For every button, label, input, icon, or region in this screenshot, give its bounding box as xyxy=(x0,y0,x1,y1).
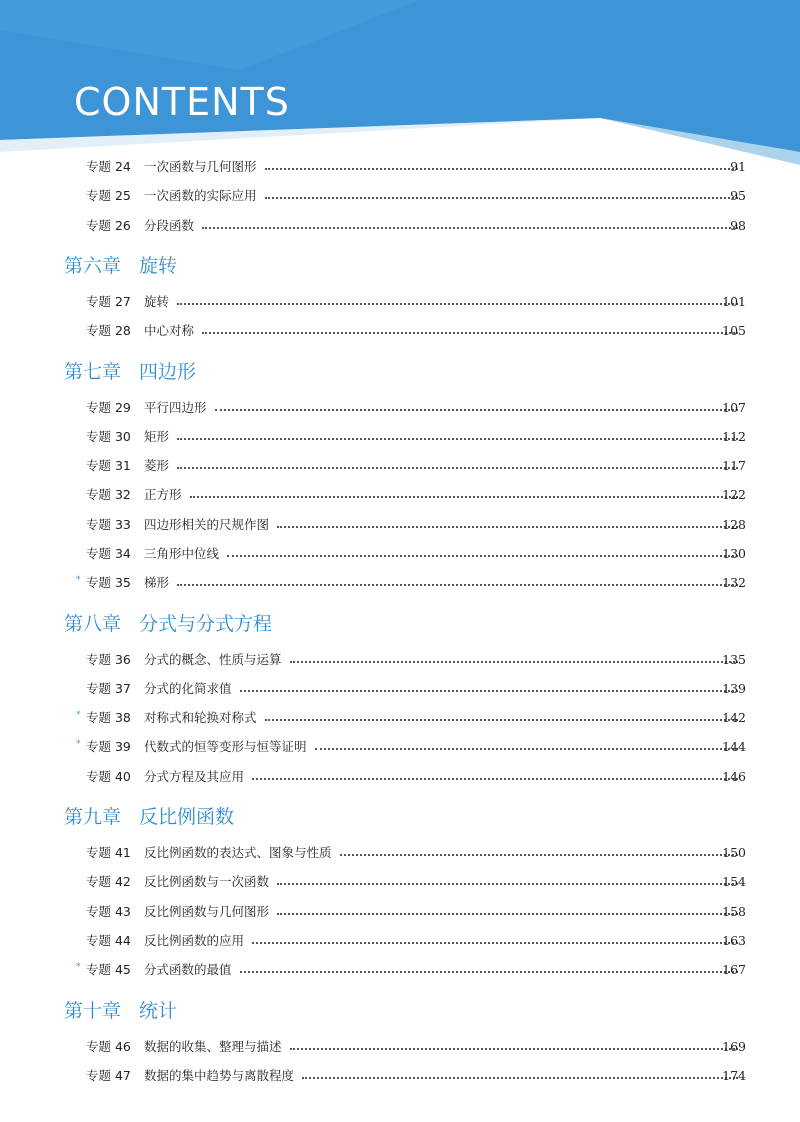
topic-title-line xyxy=(144,708,744,728)
page-number: 98 xyxy=(730,218,746,233)
toc-entry[interactable] xyxy=(0,960,800,980)
topic-number: 专题 39 xyxy=(86,739,131,754)
topic-title-line xyxy=(144,650,744,670)
topic-title-line xyxy=(144,216,744,236)
toc-entry[interactable] xyxy=(0,485,800,505)
topic-title: 反比例函数的应用 xyxy=(144,933,245,948)
topic-title: 反比例函数的表达式、图象与性质 xyxy=(144,845,332,860)
page-number: 150 xyxy=(722,845,746,860)
topic-number: 专题 34 xyxy=(86,546,131,561)
topic-title-line xyxy=(144,456,744,476)
topic-title: 分式的化简求值 xyxy=(144,681,232,696)
topic-title: 反比例函数与一次函数 xyxy=(144,874,270,889)
topic-title-line xyxy=(144,1066,744,1086)
toc-entry[interactable] xyxy=(0,515,800,535)
page-number: 112 xyxy=(722,429,746,444)
dot-leader xyxy=(290,661,738,663)
dot-leader xyxy=(265,197,738,199)
chapter-heading xyxy=(64,998,177,1024)
topic-number: 专题 37 xyxy=(86,681,131,696)
toc-entry[interactable] xyxy=(0,737,800,757)
dot-leader xyxy=(277,883,738,885)
star-marker-icon: * xyxy=(76,739,81,749)
topic-title-line xyxy=(144,398,744,418)
topic-number: 专题 38 xyxy=(86,710,131,725)
topic-title-line xyxy=(144,931,744,951)
page-number: 128 xyxy=(722,517,746,532)
page-number: 91 xyxy=(730,159,746,174)
toc-entry[interactable] xyxy=(0,157,800,177)
topic-number: 专题 47 xyxy=(86,1068,131,1083)
topic-title: 矩形 xyxy=(144,429,170,444)
topic-title: 平行四边形 xyxy=(144,400,207,415)
topic-title: 分段函数 xyxy=(144,218,195,233)
topic-title-line xyxy=(144,902,744,922)
chapter-label: 第十章 xyxy=(64,999,122,1022)
page-number: 132 xyxy=(722,575,746,590)
page-number: 158 xyxy=(722,904,746,919)
dot-leader xyxy=(252,778,738,780)
chapter-heading xyxy=(64,253,177,279)
topic-title: 分式的概念、性质与运算 xyxy=(144,652,282,667)
page-title: CONTENTS xyxy=(74,80,290,124)
page-number: 163 xyxy=(722,933,746,948)
chapter-label: 第六章 xyxy=(64,254,122,277)
toc-entry[interactable] xyxy=(0,427,800,447)
page-number: 122 xyxy=(722,487,746,502)
topic-title-line xyxy=(144,872,744,892)
topic-number: 专题 29 xyxy=(86,400,131,415)
topic-title: 数据的集中趋势与离散程度 xyxy=(144,1068,295,1083)
star-marker-icon: * xyxy=(76,575,81,585)
chapter-heading xyxy=(64,804,234,830)
topic-title-line xyxy=(144,544,744,564)
dot-leader xyxy=(265,168,738,170)
topic-title-line xyxy=(144,321,744,341)
toc-entry[interactable] xyxy=(0,902,800,922)
topic-title-line xyxy=(144,515,744,535)
page-number: 139 xyxy=(722,681,746,696)
page-number: 169 xyxy=(722,1039,746,1054)
dot-leader xyxy=(252,942,738,944)
topic-number: 专题 36 xyxy=(86,652,131,667)
topic-title: 反比例函数与几何图形 xyxy=(144,904,270,919)
toc-entry[interactable] xyxy=(0,650,800,670)
topic-title: 代数式的恒等变形与恒等证明 xyxy=(144,739,307,754)
topic-title-line xyxy=(144,485,744,505)
dot-leader xyxy=(315,748,738,750)
chapter-title: 旋转 xyxy=(139,254,178,277)
dot-leader xyxy=(277,913,738,915)
topic-number: 专题 30 xyxy=(86,429,131,444)
chapter-title: 反比例函数 xyxy=(139,806,235,829)
dot-leader xyxy=(202,227,738,229)
dot-leader xyxy=(265,719,738,721)
topic-title-line xyxy=(144,157,744,177)
toc-entry[interactable] xyxy=(0,872,800,892)
toc-entry[interactable] xyxy=(0,1037,800,1057)
dot-leader xyxy=(302,1077,738,1079)
topic-number: 专题 40 xyxy=(86,769,131,784)
page-number: 105 xyxy=(722,323,746,338)
page-number: 146 xyxy=(722,769,746,784)
chapter-title: 分式与分式方程 xyxy=(139,612,273,635)
toc-entry[interactable] xyxy=(0,186,800,206)
toc-entry[interactable] xyxy=(0,679,800,699)
topic-title: 正方形 xyxy=(144,487,182,502)
topic-title-line xyxy=(144,292,744,312)
topic-title: 梯形 xyxy=(144,575,170,590)
topic-title: 旋转 xyxy=(144,294,170,309)
topic-number: 专题 43 xyxy=(86,904,131,919)
topic-title-line xyxy=(144,960,744,980)
dot-leader xyxy=(177,303,738,305)
page-number: 117 xyxy=(722,458,746,473)
topic-number: 专题 46 xyxy=(86,1039,131,1054)
toc-entry[interactable] xyxy=(0,931,800,951)
dot-leader xyxy=(290,1048,738,1050)
toc-entry[interactable] xyxy=(0,1066,800,1086)
toc-entry[interactable] xyxy=(0,843,800,863)
toc-entry[interactable] xyxy=(0,321,800,341)
topic-number: 专题 27 xyxy=(86,294,131,309)
topic-number: 专题 25 xyxy=(86,188,131,203)
page-number: 107 xyxy=(722,400,746,415)
page-number: 142 xyxy=(722,710,746,725)
dot-leader xyxy=(190,496,738,498)
topic-title: 四边形相关的尺规作图 xyxy=(144,517,270,532)
topic-title-line xyxy=(144,679,744,699)
topic-number: 专题 28 xyxy=(86,323,131,338)
page-number: 130 xyxy=(722,546,746,561)
toc-entry[interactable] xyxy=(0,292,800,312)
dot-leader xyxy=(177,438,738,440)
toc-entry[interactable] xyxy=(0,216,800,236)
topic-title: 对称式和轮换对称式 xyxy=(144,710,257,725)
star-marker-icon: * xyxy=(76,710,81,720)
dot-leader xyxy=(240,690,738,692)
topic-number: 专题 24 xyxy=(86,159,131,174)
topic-title: 三角形中位线 xyxy=(144,546,220,561)
toc-entry[interactable] xyxy=(0,398,800,418)
toc-entry[interactable] xyxy=(0,767,800,787)
dot-leader xyxy=(240,971,738,973)
topic-number: 专题 33 xyxy=(86,517,131,532)
page-number: 135 xyxy=(722,652,746,667)
topic-number: 专题 31 xyxy=(86,458,131,473)
chapter-heading xyxy=(64,359,196,385)
topic-title: 一次函数的实际应用 xyxy=(144,188,257,203)
topic-title-line xyxy=(144,427,744,447)
topic-title: 分式方程及其应用 xyxy=(144,769,245,784)
dot-leader xyxy=(177,584,738,586)
toc-entry[interactable] xyxy=(0,573,800,593)
page-number: 154 xyxy=(722,874,746,889)
page-number: 167 xyxy=(722,962,746,977)
chapter-label: 第七章 xyxy=(64,360,122,383)
page-number: 101 xyxy=(722,294,746,309)
dot-leader xyxy=(202,332,738,334)
toc-entry[interactable] xyxy=(0,544,800,564)
chapter-label: 第九章 xyxy=(64,806,122,829)
chapter-title: 统计 xyxy=(139,999,178,1022)
topic-title-line xyxy=(144,737,744,757)
topic-number: 专题 32 xyxy=(86,487,131,502)
dot-leader xyxy=(277,526,738,528)
topic-number: 专题 42 xyxy=(86,874,131,889)
topic-title-line xyxy=(144,573,744,593)
dot-leader xyxy=(177,467,738,469)
toc-entry[interactable] xyxy=(0,456,800,476)
dot-leader xyxy=(340,854,738,856)
page-number: 144 xyxy=(722,739,746,754)
topic-title: 一次函数与几何图形 xyxy=(144,159,257,174)
topic-title-line xyxy=(144,1037,744,1057)
topic-number: 专题 45 xyxy=(86,962,131,977)
dot-leader xyxy=(215,409,738,411)
topic-title: 菱形 xyxy=(144,458,170,473)
chapter-label: 第八章 xyxy=(64,612,122,635)
topic-number: 专题 41 xyxy=(86,845,131,860)
topic-number: 专题 26 xyxy=(86,218,131,233)
topic-number: 专题 35 xyxy=(86,575,131,590)
page-number: 174 xyxy=(722,1068,746,1083)
topic-title-line xyxy=(144,843,744,863)
topic-title-line xyxy=(144,767,744,787)
toc-entry[interactable] xyxy=(0,708,800,728)
page-number: 95 xyxy=(730,188,746,203)
topic-title-line xyxy=(144,186,744,206)
topic-title: 分式函数的最值 xyxy=(144,962,232,977)
dot-leader xyxy=(227,555,738,557)
topic-number: 专题 44 xyxy=(86,933,131,948)
topic-title: 中心对称 xyxy=(144,323,195,338)
star-marker-icon: * xyxy=(76,962,81,972)
chapter-title: 四边形 xyxy=(139,360,197,383)
chapter-heading xyxy=(64,611,272,637)
topic-title: 数据的收集、整理与描述 xyxy=(144,1039,282,1054)
